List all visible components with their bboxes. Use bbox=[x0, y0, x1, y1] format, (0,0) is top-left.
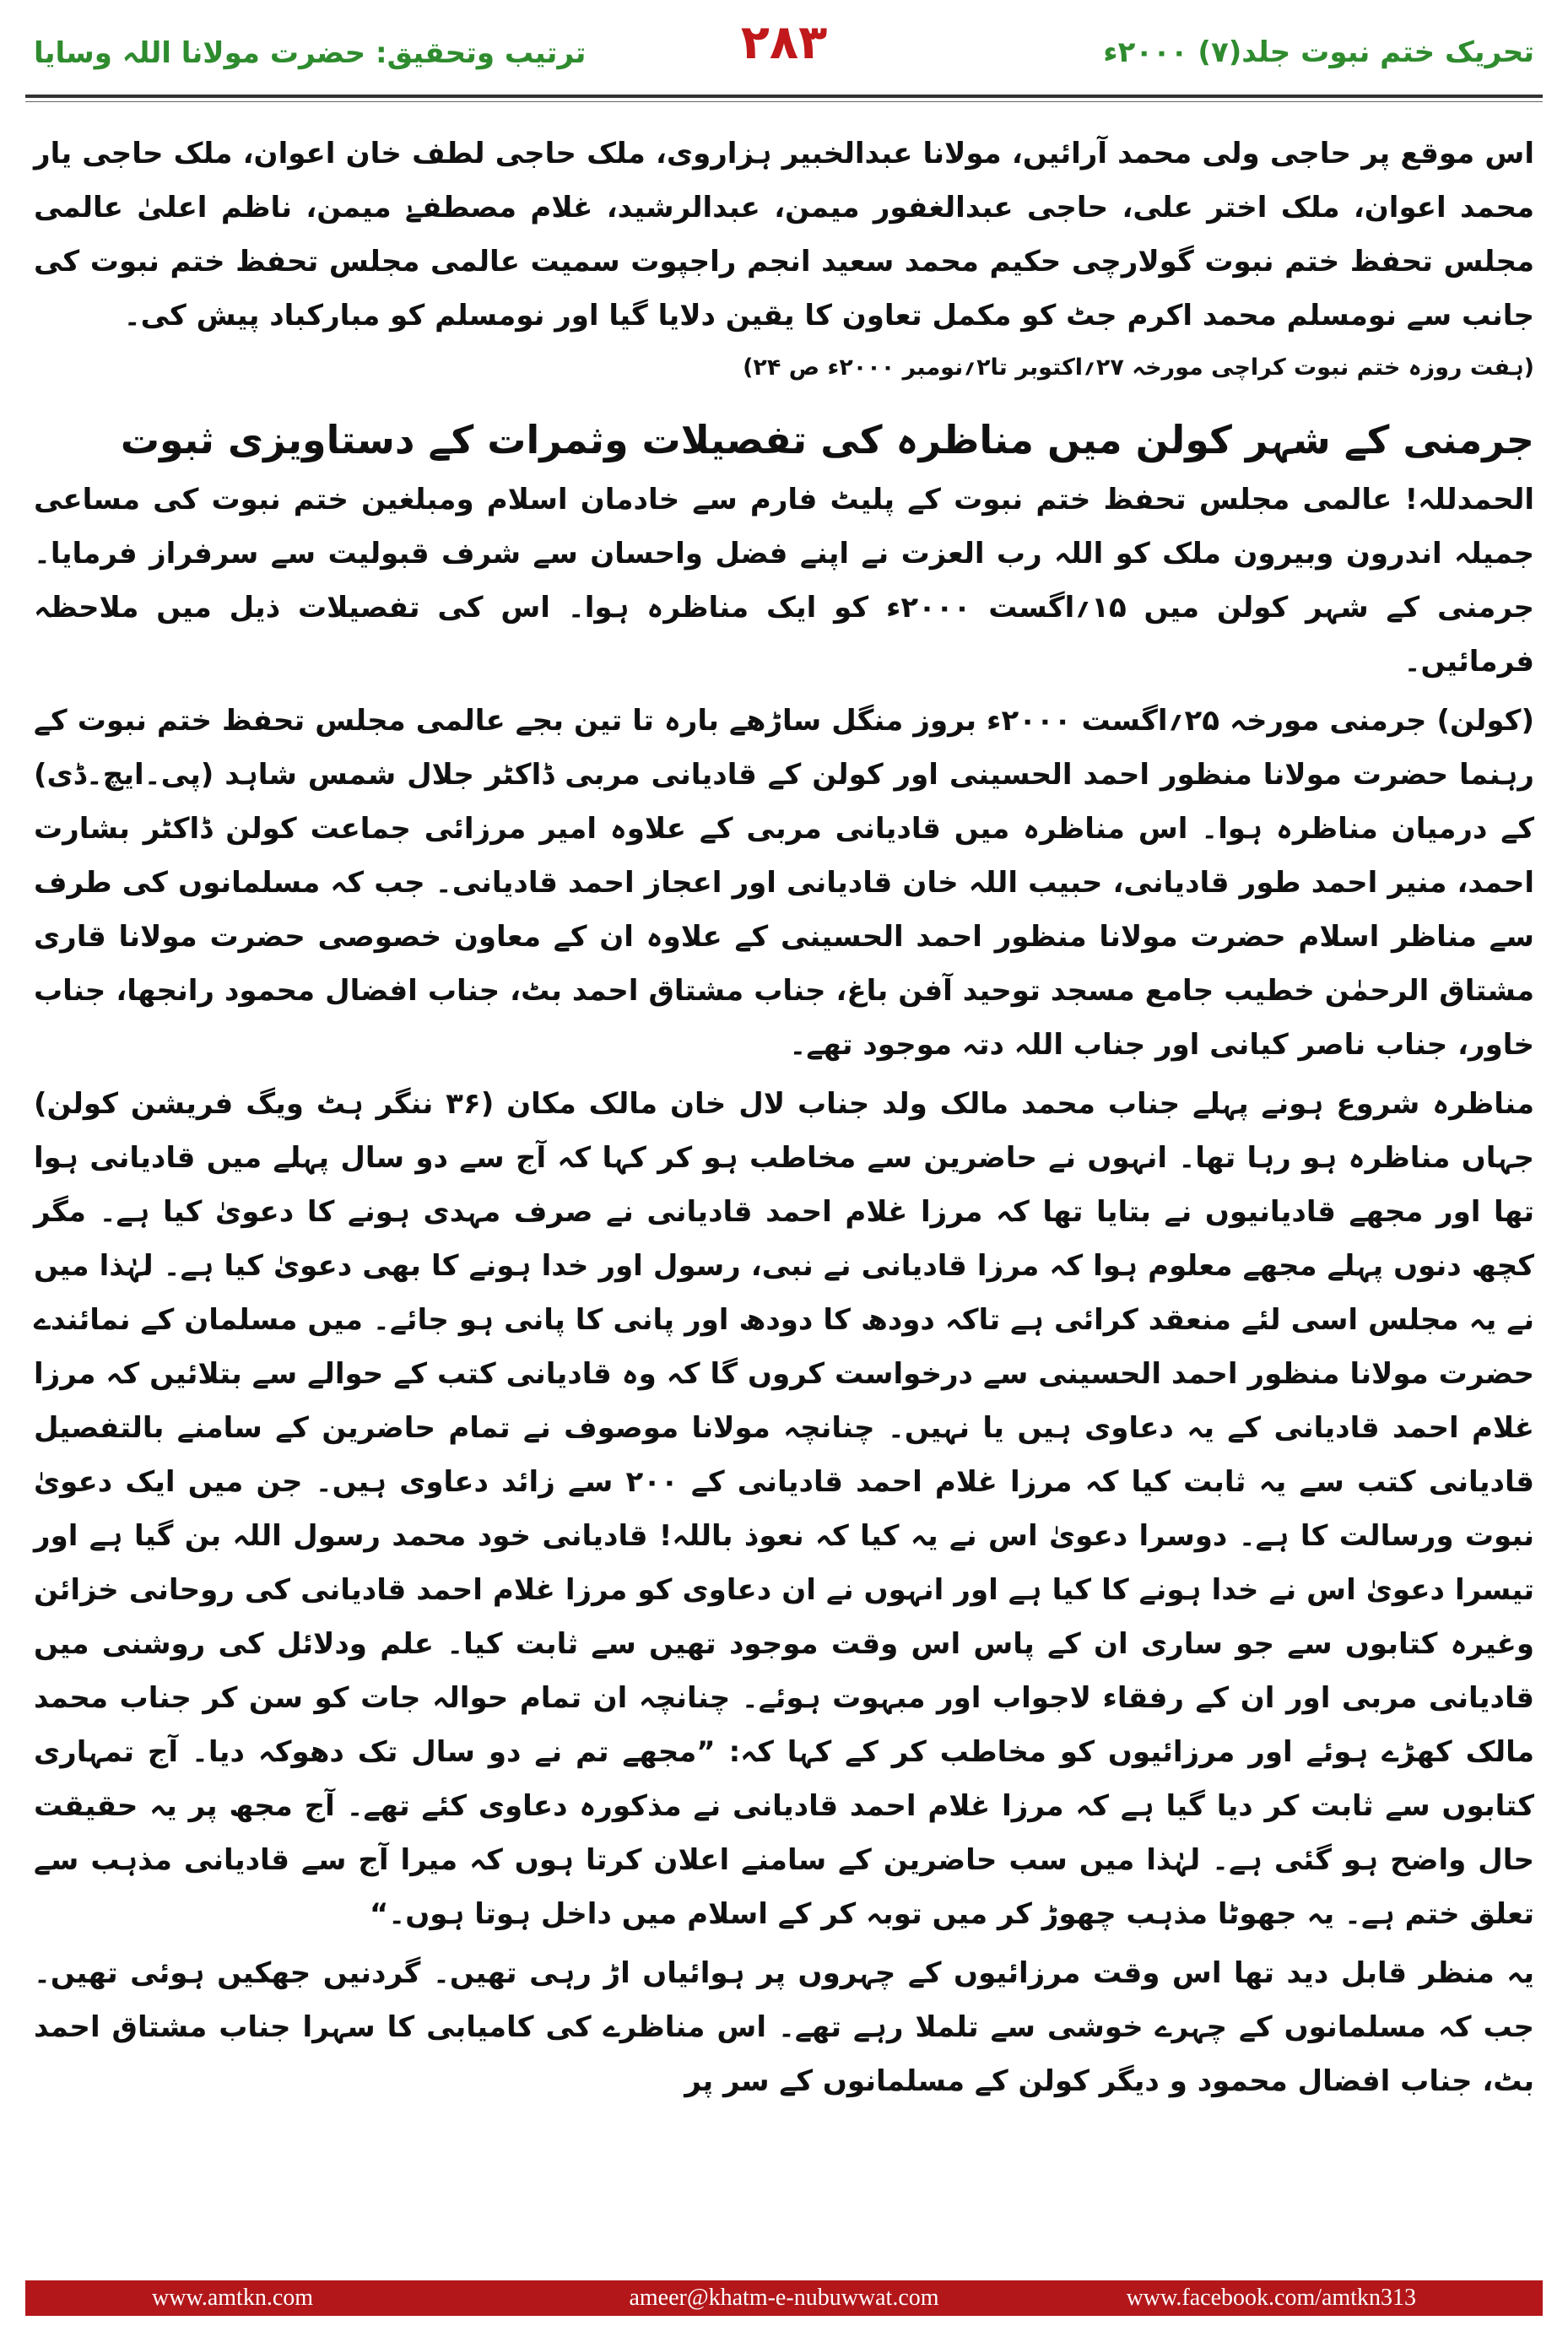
compiler-credit: ترتیب وتحقیق: حضرت مولانا اللہ وسایا bbox=[34, 36, 587, 70]
page-body bbox=[34, 127, 1534, 2249]
page-number: ۲۸۳ bbox=[740, 15, 828, 70]
paragraph-2-lead: الحمدللہ! bbox=[1404, 483, 1534, 517]
footer-facebook-link[interactable]: www.facebook.com/amtkn313 bbox=[1126, 2285, 1416, 2311]
page-footer bbox=[25, 2280, 1543, 2316]
citation: (ہفت روزہ ختم نبوت کراچی مورخہ ۲۷؍اکتوبر تا۲؍نومبر ۲۰۰۰ء ص ۲۴) bbox=[743, 354, 1534, 381]
page-header bbox=[0, 0, 1568, 110]
paragraph-2 bbox=[34, 473, 1534, 689]
section-heading: جرمنی کے شہر کولن میں مناظرہ کی تفصیلات وثمرات کے دستاویزی ثبوت bbox=[120, 417, 1534, 462]
header-rule bbox=[25, 95, 1543, 98]
paragraph-5: یہ منظر قابل دید تھا اس وقت مرزائیوں کے چہروں پر ہوائیاں اڑ رہی تھیں۔ گردنیں جھکیں ہوئی تھیں۔ جب کہ مسلمانوں کے چہرے خوشی سے تلملا رہے تھے۔ اس مناظرے کی کامیابی کا سہرا جناب مشتاق احمد بٹ، جناب افضال محمود و دیگر کولن کے مسلمانوں کے سر پر bbox=[34, 1956, 1534, 2098]
footer-website-link[interactable]: www.amtkn.com bbox=[152, 2285, 314, 2311]
paragraph-4: مناظرہ شروع ہونے پہلے جناب محمد مالک ولد جناب لال خان مالک مکان (۳۶ ننگر ہٹ ویگ فریشن کولن) جہاں مناظرہ ہو رہا تھا۔ انہوں نے حاضرین سے مخاطب ہو کر کہا کہ آج سے دو سال پہلے میں قادیانی ہوا تھا اور مجھے قادیانیوں نے بتایا تھا کہ مرزا غلام احمد قادیانی نے صرف مہدی ہونے کا دعویٰ کیا ہے۔ مگر کچھ دنوں پہلے مجھے معلوم ہوا کہ مرزا قادیانی نے نبی، رسول اور خدا ہونے کا بھی دعویٰ کیا ہے۔ لہٰذا میں نے یہ مجلس اسی لئے منعقد کرائی ہے تاکہ دودھ کا دودھ اور پانی کا پانی ہو جائے۔ میں مسلمان کے نمائندے حضرت مولانا منظور احمد الحسینی سے درخواست کروں گا کہ وہ قادیانی کتب کے حوالے سے بتلائیں کہ مرزا غلام احمد قادیانی کے یہ دعاوی ہیں یا نہیں۔ چنانچہ مولانا موصوف نے تمام حاضرین کے سامنے بالتفصیل قادیانی کتب سے یہ ثابت کیا کہ مرزا غلام احمد قادیانی کے ۲۰۰ سے زائد دعاوی ہیں۔ جن میں ایک دعویٰ نبوت ورسالت کا ہے۔ دوسرا دعویٰ اس نے یہ کیا کہ نعوذ باللہ! قادیانی خود محمد رسول اللہ بن گیا ہے اور تیسرا دعویٰ اس نے خدا ہونے کا کیا ہے اور انہوں نے ان دعاوی کو مرزا غلام احمد قادیانی کی روحانی خزائن وغیرہ کتابوں سے جو ساری ان کے پاس اس وقت موجود تھیں سے ثابت کیا۔ علم ودلائل کی روشنی میں قادیانی مربی اور ان کے رفقاء لاجواب اور مبہوت ہوئے۔ چنانچہ ان تمام حوالہ جات کو سن کر جناب محمد مالک کھڑے ہوئے اور مرزائیوں کو مخاطب کر کے کہا کہ: ”مجھے تم نے دو سال تک دھوکہ دیا۔ آج تمہاری کتابوں سے ثابت کر دیا گیا ہے کہ مرزا غلام احمد قادیانی نے مذکورہ دعاوی کئے تھے۔ آج مجھ پر یہ حقیقت حال واضح ہو گئی ہے۔ لہٰذا میں سب حاضرین کے سامنے اعلان کرتا ہوں کہ میرا آج سے قادیانی مذہب سے تعلق ختم ہے۔ یہ جھوٹا مذہب چھوڑ کر میں توبہ کر کے اسلام میں داخل ہوتا ہوں۔“ bbox=[34, 1087, 1535, 1931]
paragraph-3: (کولن) جرمنی مورخہ ۲۵؍اگست ۲۰۰۰ء بروز منگل ساڑھے بارہ تا تین بجے عالمی مجلس تحفظ ختم نبوت کے رہنما حضرت مولانا منظور احمد الحسینی اور کولن کے قادیانی مربی ڈاکٹر جلال شمس شاہد (پی۔ایچ۔ڈی) کے درمیان مناظرہ ہوا۔ اس مناظرہ میں قادیانی مربی کے علاوہ امیر مرزائی جماعت کولن ڈاکٹر بشارت احمد، منیر احمد طور قادیانی، حبیب اللہ خان قادیانی اور اعجاز احمد قادیانی۔ جب کہ مسلمانوں کی طرف سے مناظر اسلام حضرت مولانا منظور احمد الحسینی کے علاوہ ان کے معاون خصوصی حضرت مولانا قاری مشتاق الرحمٰن خطیب جامع مسجد توحید آفن باغ، جناب مشتاق احمد بٹ، جناب افضال محمود رانجھا، جناب خاور، جناب ناصر کیانی اور جناب اللہ دتہ موجود تھے۔ bbox=[34, 704, 1534, 1062]
paragraph-1: اس موقع پر حاجی ولی محمد آرائیں، مولانا عبدالخبیر ہزاروی، ملک حاجی لطف خان اعوان، ملک حاجی یار محمد اعوان، ملک اختر علی، حاجی عبدالغفور میمن، عبدالرشید، غلام مصطفےٰ میمن، ناظم اعلیٰ عالمی مجلس تحفظ ختم نبوت گولارچی حکیم محمد سعید انجم راجپوت سمیت عالمی مجلس تحفظ ختم نبوت کی جانب سے نومسلم محمد اکرم جٹ کو مکمل تعاون کا یقین دلایا گیا اور نومسلم کو مبارکباد پیش کی۔ bbox=[34, 137, 1534, 333]
header-rule-thin bbox=[25, 101, 1543, 102]
paragraph-2-text: عالمی مجلس تحفظ ختم نبوت کے پلیٹ فارم سے خادمان اسلام ومبلغین ختم نبوت کی مساعی جمیلہ اندرون وبیرون ملک کو اللہ رب العزت نے اپنے فضل واحسان سے شرف قبولیت سے سرفراز فرمایا۔ جرمنی کے شہر کولن میں ۱۵؍اگست ۲۰۰۰ء کو ایک مناظرہ ہوا۔ اس کی تفصیلات ذیل میں ملاحظہ فرمائیں۔ bbox=[34, 483, 1534, 679]
footer-email-link[interactable]: ameer@khatm-e-nubuwwat.com bbox=[629, 2285, 939, 2311]
book-title: تحریک ختم نبوت جلد(۷) ۲۰۰۰ء bbox=[1103, 35, 1534, 69]
